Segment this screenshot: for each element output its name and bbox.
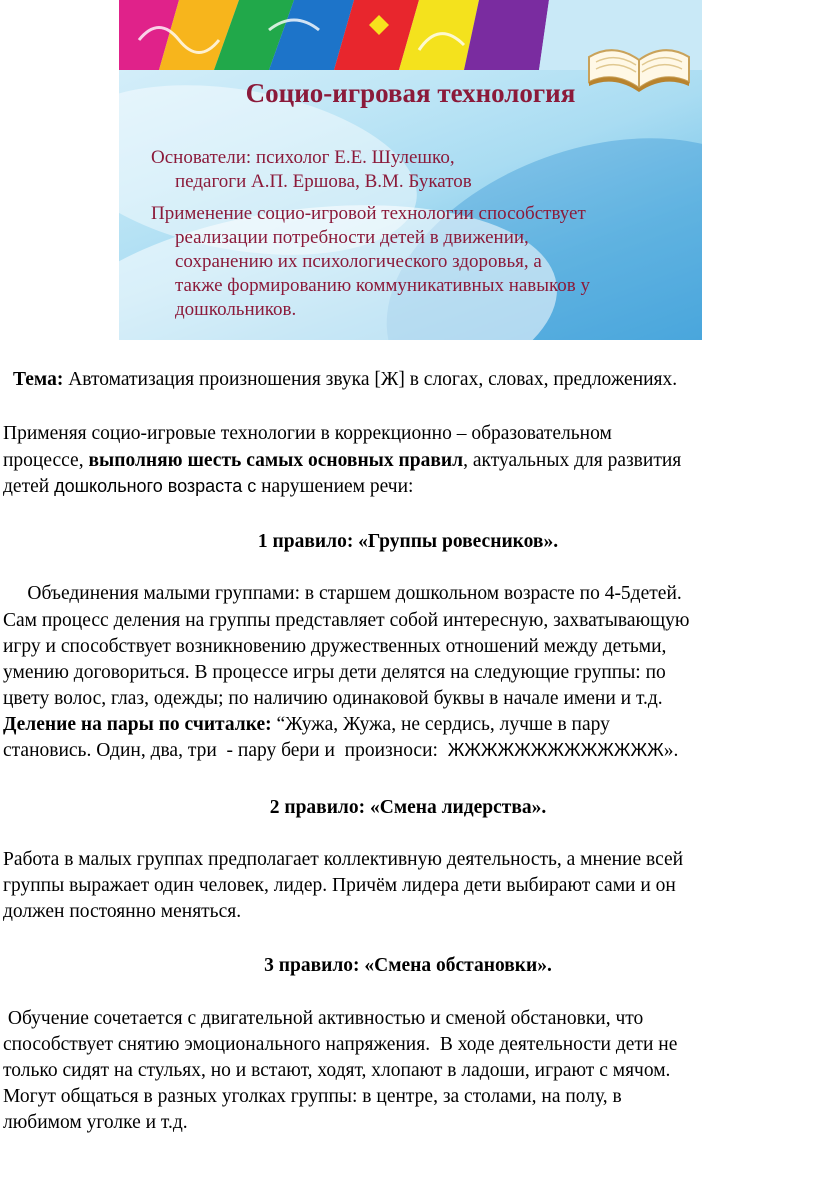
rule2-line1: Работа в малых группах предполагает коллективную деятельность, а мнение всей <box>3 849 684 870</box>
rule1-line4: умению договориться. В процессе игры дети делятся на следующие группы: по <box>3 662 666 683</box>
rule1-line6-rest: “Жужа, Жужа, не сердись, лучше в пару <box>271 714 610 735</box>
topic-text: Автоматизация произношения звука [Ж] в слогах, словах, предложениях. <box>63 369 678 390</box>
intro-line3-sans: дошкольного возраста с <box>54 476 257 496</box>
rule1-line6-bold: Деление на пары по считалке: <box>3 714 272 735</box>
rule1-line6 <box>3 714 610 736</box>
rule3-line1: Обучение сочетается с двигательной активностью и сменой обстановки, что <box>3 1008 644 1029</box>
rule2-line2: группы выражает один человек, лидер. Причём лидера дети выбирают сами и он <box>3 875 676 896</box>
rule3-line2: способствует снятию эмоционального напряжения. В ходе деятельности дети не <box>3 1034 678 1055</box>
rule1-line7-a: становись. Один, два, три - пару бери и произноси: <box>3 740 448 761</box>
banner-title: Социо-игровая технология <box>245 78 576 108</box>
rule3-heading: 3 правило: «Смена обстановки». <box>264 955 552 976</box>
rule2-heading: 2 правило: «Смена лидерства». <box>269 797 547 818</box>
rule3-line4: Могут общаться в разных уголках группы: в центре, за столами, на полу, в <box>3 1086 622 1107</box>
intro-line2-a: процессе, <box>3 450 89 471</box>
banner-desc-line5: дошкольников. <box>175 299 297 320</box>
rule1-line3: игру и способствует возникновению дружественных отношений между детьми, <box>3 636 667 657</box>
banner-founders-line2: педагоги А.П. Ершова, В.М. Букатов <box>175 171 472 192</box>
banner-founders <box>151 146 671 194</box>
rule1-line2: Сам процесс деления на группы представляет собой интересную, захватывающую <box>3 610 690 631</box>
banner-desc-line2: реализации потребности детей в движении, <box>175 227 529 248</box>
rule1-line1: Объединения малыми группами: в старшем дошкольном возрасте по 4-5детей. <box>3 583 682 604</box>
intro-line2 <box>3 450 681 472</box>
intro-line3-b: нарушением речи: <box>256 476 414 497</box>
rule1-line5: цвету волос, глаз, одежды; по наличию одинаковой буквы в начале имени и т.д. <box>3 688 663 709</box>
intro-line2-bold: выполняю шесть самых основных правил <box>88 450 464 471</box>
intro-line3 <box>3 476 413 498</box>
banner-image <box>119 0 702 340</box>
banner-desc-line4: также формированию коммуникативных навыков у <box>175 275 591 296</box>
banner-desc-line3: сохранению их психологического здоровья, а <box>175 251 542 272</box>
banner-desc-line1: Применение социо-игровой технологии способствует <box>151 203 586 224</box>
rule1-heading: 1 правило: «Группы ровесников». <box>257 531 559 552</box>
rule3-line3: только сидят на стульях, но и встают, ходят, хлопают в ладоши, играют с мячом. <box>3 1060 671 1081</box>
rule2-line3: должен постоянно меняться. <box>3 901 242 922</box>
intro-line3-a: детей <box>3 476 55 497</box>
rule1-line7-sans: ЖЖЖЖЖЖЖЖЖЖЖЖЖ <box>447 740 664 760</box>
rule1-line7-b: ». <box>663 740 679 761</box>
topic-label: Тема: <box>13 369 64 390</box>
intro-line2-b: , актуальных для развития <box>463 450 682 471</box>
banner-description <box>151 202 671 322</box>
banner-founders-line1: Основатели: психолог Е.Е. Шулешко, <box>151 147 455 168</box>
rule1-line7 <box>3 740 678 762</box>
topic-line <box>13 369 677 391</box>
rule3-line5: любимом уголке и т.д. <box>3 1112 188 1133</box>
intro-line1: Применяя социо-игровые технологии в коррекционно – образовательном <box>3 423 612 444</box>
